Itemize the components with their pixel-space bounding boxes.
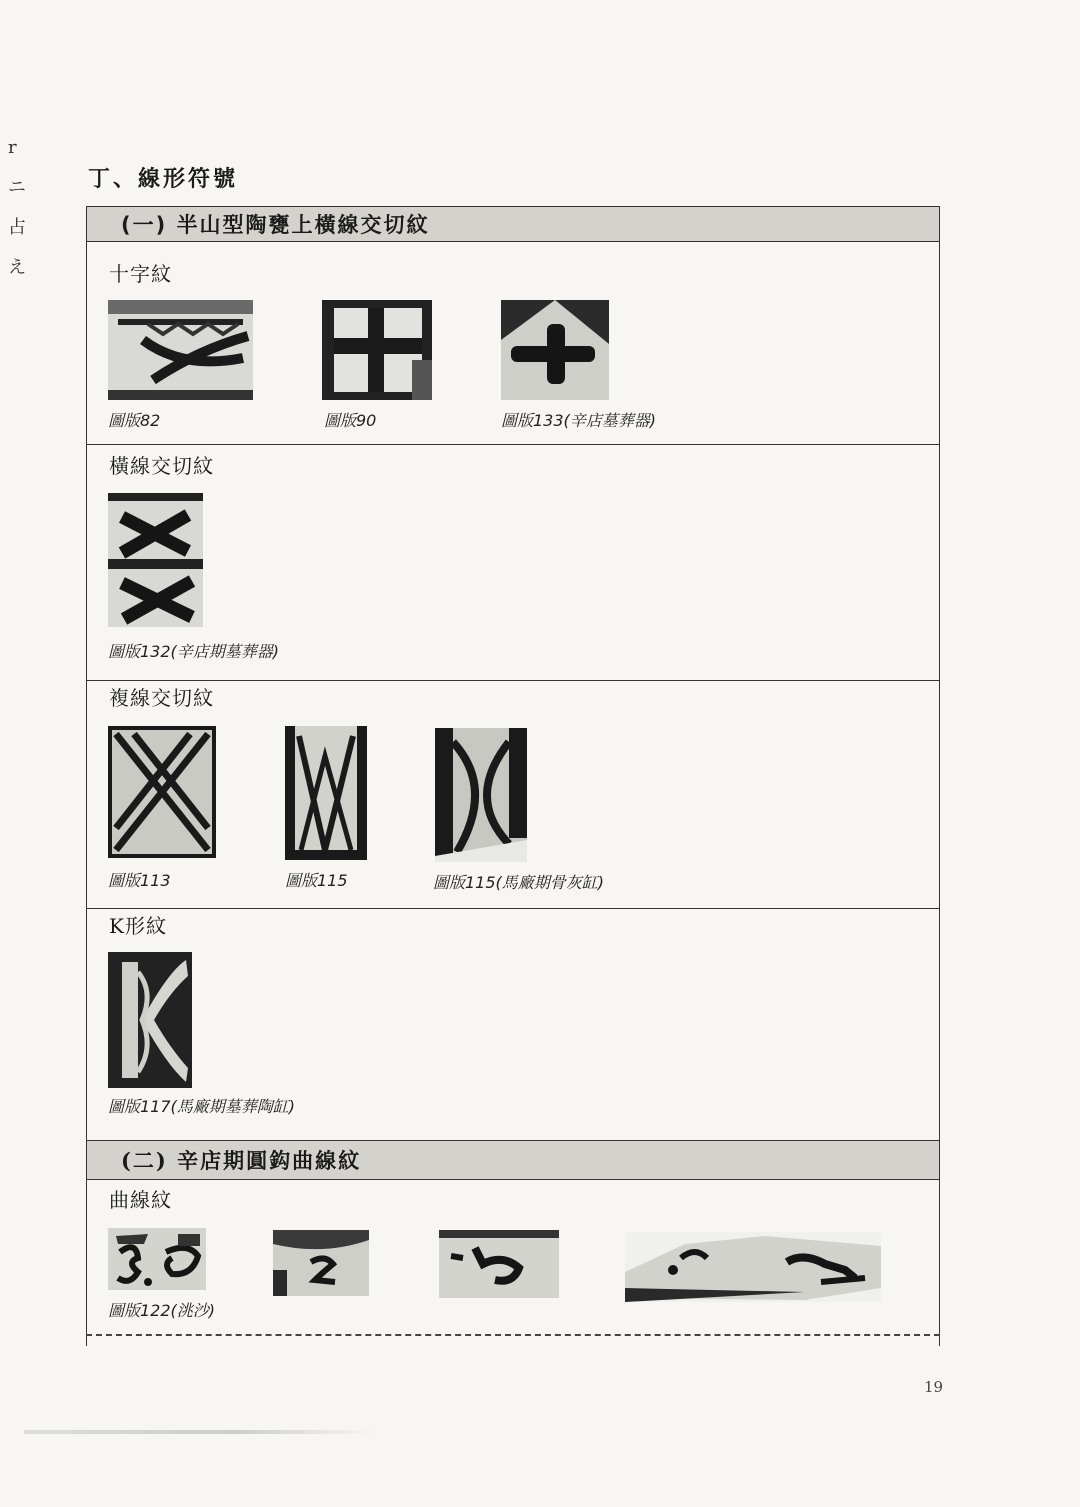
plate-122-image-c [439, 1230, 559, 1298]
plate-117-image [108, 952, 192, 1088]
group-label-multi-cross: 複線交切紋 [109, 686, 214, 710]
margin-mark: 占 [8, 217, 26, 238]
plate-115-image-b [435, 728, 527, 862]
caption-plate-90: 圖版90 [324, 411, 377, 430]
plate-115-image-a [285, 726, 367, 860]
caption-plate-113: 圖版113 [108, 871, 171, 890]
margin-marks [8, 128, 28, 288]
caption-plate-117: 圖版117(馬廠期墓葬陶缸) [108, 1097, 296, 1116]
group-label-k-pattern: K形紋 [109, 914, 167, 938]
plate-90-image [322, 300, 432, 400]
plate-113-image [108, 726, 216, 858]
plate-122-image-a [108, 1228, 206, 1290]
caption-plate-132: 圖版132(辛店期墓葬器) [108, 642, 280, 661]
scan-artifact [24, 1430, 374, 1434]
group-label-horizontal-cross: 橫線交切紋 [109, 454, 214, 478]
part1-heading: (一) 半山型陶甕上橫線交切紋 [87, 206, 939, 242]
page-number: 19 [924, 1378, 944, 1396]
plate-132-image [108, 493, 203, 627]
frame-dashed-bottom [86, 1334, 940, 1336]
row-separator [87, 680, 939, 681]
plates-frame [86, 206, 940, 1346]
caption-plate-115-b: 圖版115(馬廠期骨灰缸) [433, 873, 605, 892]
section-title: 丁、線形符號 [88, 167, 239, 192]
row-separator [87, 444, 939, 445]
caption-plate-82: 圖版82 [108, 411, 161, 430]
plate-82-image [108, 300, 253, 400]
margin-mark: r [8, 137, 17, 158]
caption-plate-115-a: 圖版115 [285, 871, 348, 890]
caption-plate-133: 圖版133(辛店墓葬器) [501, 411, 657, 430]
plate-122-image-d [625, 1232, 881, 1302]
part2-heading: (二) 辛店期圓鈎曲線紋 [87, 1140, 939, 1180]
plate-122-image-b [273, 1230, 369, 1296]
row-separator [87, 908, 939, 909]
group-label-cross: 十字紋 [109, 262, 172, 286]
plate-133-image [501, 300, 609, 400]
margin-mark: え [8, 257, 26, 278]
caption-plate-122: 圖版122(洮沙) [108, 1301, 216, 1320]
group-label-curve: 曲線紋 [109, 1188, 172, 1212]
margin-mark: ニ [8, 177, 26, 198]
